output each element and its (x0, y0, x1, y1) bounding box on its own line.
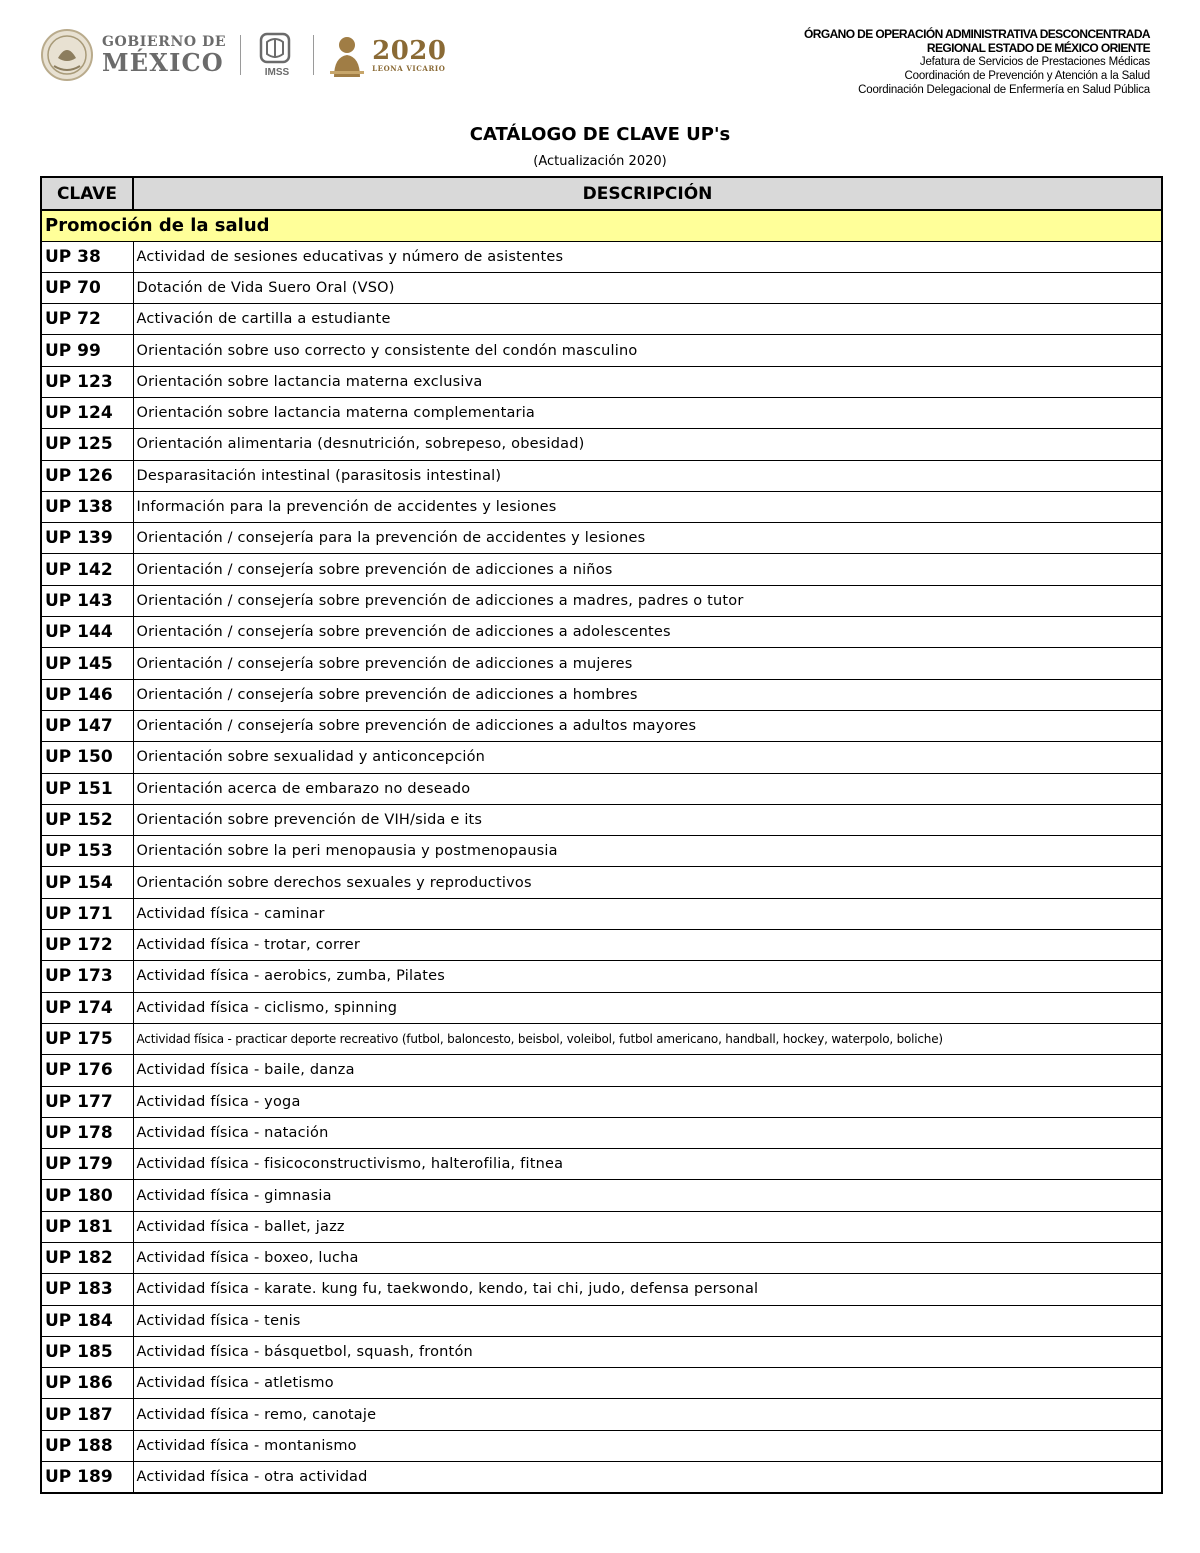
clave-cell: UP 139 (41, 523, 133, 554)
description-cell: Orientación / consejería para la prevención de accidentes y lesiones (133, 523, 1162, 554)
description-cell: Actividad física - remo, canotaje (133, 1399, 1162, 1430)
org-line-4: Coordinación de Prevención y Atención a la Salud (904, 70, 1150, 82)
description-cell: Actividad física - montanismo (133, 1430, 1162, 1461)
clave-cell: UP 72 (41, 304, 133, 335)
clave-cell: UP 152 (41, 804, 133, 835)
clave-cell: UP 171 (41, 898, 133, 929)
mexico-seal-icon (38, 28, 96, 82)
description-cell: Orientación sobre lactancia materna exclusiva (133, 366, 1162, 397)
description-cell: Actividad física - fisicoconstructivismo, halterofilia, fitnea (133, 1149, 1162, 1180)
clave-cell: UP 153 (41, 836, 133, 867)
description-cell: Orientación sobre uso correcto y consistente del condón masculino (133, 335, 1162, 366)
clave-cell: UP 188 (41, 1430, 133, 1461)
leona-label: LEONA VICARIO (372, 63, 446, 73)
description-cell: Actividad física - ciclismo, spinning (133, 992, 1162, 1023)
table-row (41, 1180, 1162, 1211)
table-row (41, 366, 1162, 397)
table-row (41, 1430, 1162, 1461)
description-cell: Actividad física - aerobics, zumba, Pilates (133, 961, 1162, 992)
clave-cell: UP 146 (41, 679, 133, 710)
gobierno-line2: MÉXICO (102, 47, 224, 77)
table-row (41, 1086, 1162, 1117)
clave-cell: UP 124 (41, 397, 133, 428)
clave-cell: UP 147 (41, 710, 133, 741)
clave-cell: UP 123 (41, 366, 133, 397)
clave-cell: UP 175 (41, 1023, 133, 1054)
table-row (41, 1305, 1162, 1336)
leona-vicario-portrait-icon (328, 33, 366, 77)
gobierno-wordmark (102, 35, 226, 76)
clave-cell: UP 142 (41, 554, 133, 585)
table-row (41, 429, 1162, 460)
description-cell: Actividad física - gimnasia (133, 1180, 1162, 1211)
description-cell: Actividad física - tenis (133, 1305, 1162, 1336)
table-row (41, 867, 1162, 898)
clave-cell: UP 138 (41, 491, 133, 522)
table-row (41, 804, 1162, 835)
clave-cell: UP 189 (41, 1462, 133, 1493)
header-logos (38, 28, 447, 82)
clave-cell: UP 150 (41, 742, 133, 773)
description-cell: Activación de cartilla a estudiante (133, 304, 1162, 335)
clave-cell: UP 176 (41, 1055, 133, 1086)
clave-cell: UP 181 (41, 1211, 133, 1242)
description-cell: Actividad física - yoga (133, 1086, 1162, 1117)
table-row (41, 930, 1162, 961)
clave-cell: UP 179 (41, 1149, 133, 1180)
table-header-row (41, 177, 1162, 210)
table-row (41, 898, 1162, 929)
clave-cell: UP 178 (41, 1117, 133, 1148)
organization-block (804, 27, 1150, 97)
table-row (41, 773, 1162, 804)
column-header-descripcion: DESCRIPCIÓN (133, 177, 1162, 210)
table-row (41, 397, 1162, 428)
description-cell: Orientación / consejería sobre prevención de adicciones a adolescentes (133, 617, 1162, 648)
clave-cell: UP 187 (41, 1399, 133, 1430)
clave-cell: UP 38 (41, 241, 133, 272)
clave-cell: UP 99 (41, 335, 133, 366)
description-cell: Orientación sobre derechos sexuales y reproductivos (133, 867, 1162, 898)
description-cell: Orientación alimentaria (desnutrición, sobrepeso, obesidad) (133, 429, 1162, 460)
imss-label: IMSS (264, 67, 290, 78)
description-cell: Orientación sobre lactancia materna complementaria (133, 397, 1162, 428)
table-row (41, 335, 1162, 366)
clave-cell: UP 125 (41, 429, 133, 460)
logo-divider (240, 35, 241, 75)
clave-cell: UP 182 (41, 1243, 133, 1274)
clave-cell: UP 70 (41, 272, 133, 303)
section-title: Promoción de la salud (41, 210, 1162, 241)
clave-cell: UP 172 (41, 930, 133, 961)
table-row (41, 491, 1162, 522)
table-row (41, 585, 1162, 616)
description-cell: Actividad de sesiones educativas y número de asistentes (133, 241, 1162, 272)
table-row (41, 272, 1162, 303)
clave-cell: UP 184 (41, 1305, 133, 1336)
clave-cell: UP 183 (41, 1274, 133, 1305)
page-title: CATÁLOGO DE CLAVE UP's (469, 124, 731, 145)
table-row (41, 961, 1162, 992)
description-cell: Actividad física - atletismo (133, 1368, 1162, 1399)
description-cell: Orientación / consejería sobre prevención de adicciones a hombres (133, 679, 1162, 710)
description-cell: Orientación / consejería sobre prevención de adicciones a niños (133, 554, 1162, 585)
table-row (41, 648, 1162, 679)
description-cell: Orientación / consejería sobre prevención de adicciones a mujeres (133, 648, 1162, 679)
description-cell: Orientación sobre la peri menopausia y postmenopausia (133, 836, 1162, 867)
leona-vicario-logo (328, 33, 446, 77)
section-row (41, 210, 1162, 241)
page-subtitle: (Actualización 2020) (533, 154, 667, 169)
clave-cell: UP 185 (41, 1336, 133, 1367)
imss-logo-icon (255, 32, 299, 78)
gobierno-line1: GOBIERNO DE (102, 33, 227, 50)
table-row (41, 460, 1162, 491)
description-cell: Información para la prevención de accidentes y lesiones (133, 491, 1162, 522)
table-row (41, 241, 1162, 272)
clave-cell: UP 126 (41, 460, 133, 491)
clave-cell: UP 154 (41, 867, 133, 898)
description-cell: Actividad física - otra actividad (133, 1462, 1162, 1493)
table-row (41, 742, 1162, 773)
description-cell: Actividad física - básquetbol, squash, frontón (133, 1336, 1162, 1367)
description-cell: Orientación acerca de embarazo no deseado (133, 773, 1162, 804)
table-row (41, 1211, 1162, 1242)
table-row (41, 1368, 1162, 1399)
year-label: 2020 (372, 35, 447, 66)
clave-cell: UP 174 (41, 992, 133, 1023)
description-cell: Orientación sobre prevención de VIH/sida e its (133, 804, 1162, 835)
clave-cell: UP 145 (41, 648, 133, 679)
table-row (41, 992, 1162, 1023)
description-cell: Actividad física - caminar (133, 898, 1162, 929)
description-cell: Actividad física - practicar deporte recreativo (futbol, baloncesto, beisbol, voleibol, futbol americano, handball, hockey, waterpolo, boliche) (133, 1023, 1162, 1054)
clave-cell: UP 151 (41, 773, 133, 804)
clave-cell: UP 180 (41, 1180, 133, 1211)
org-line-5: Coordinación Delegacional de Enfermería en Salud Pública (858, 84, 1150, 96)
catalog-table (40, 176, 1163, 1494)
description-cell: Actividad física - boxeo, lucha (133, 1243, 1162, 1274)
table-row (41, 1055, 1162, 1086)
table-row (41, 679, 1162, 710)
clave-cell: UP 177 (41, 1086, 133, 1117)
logo-divider-2 (313, 35, 314, 75)
table-row (41, 1336, 1162, 1367)
org-line-1: ÓRGANO DE OPERACIÓN ADMINISTRATIVA DESCONCENTRADA (804, 27, 1150, 41)
clave-cell: UP 173 (41, 961, 133, 992)
description-cell: Actividad física - trotar, correr (133, 930, 1162, 961)
org-line-2: REGIONAL ESTADO DE MÉXICO ORIENTE (926, 41, 1150, 55)
table-row (41, 617, 1162, 648)
table-row (41, 1399, 1162, 1430)
table-row (41, 304, 1162, 335)
description-cell: Dotación de Vida Suero Oral (VSO) (133, 272, 1162, 303)
description-cell: Actividad física - natación (133, 1117, 1162, 1148)
table-row (41, 836, 1162, 867)
description-cell: Actividad física - karate. kung fu, taekwondo, kendo, tai chi, judo, defensa personal (133, 1274, 1162, 1305)
table-row (41, 1117, 1162, 1148)
table-row (41, 710, 1162, 741)
description-cell: Orientación / consejería sobre prevención de adicciones a adultos mayores (133, 710, 1162, 741)
column-header-clave: CLAVE (41, 177, 133, 210)
clave-cell: UP 144 (41, 617, 133, 648)
description-cell: Orientación sobre sexualidad y anticoncepción (133, 742, 1162, 773)
table-row (41, 523, 1162, 554)
table-row (41, 1462, 1162, 1493)
table-row (41, 1023, 1162, 1054)
clave-cell: UP 186 (41, 1368, 133, 1399)
description-cell: Orientación / consejería sobre prevención de adicciones a madres, padres o tutor (133, 585, 1162, 616)
description-cell: Actividad física - baile, danza (133, 1055, 1162, 1086)
description-cell: Actividad física - ballet, jazz (133, 1211, 1162, 1242)
table-row (41, 554, 1162, 585)
table-row (41, 1243, 1162, 1274)
table-row (41, 1274, 1162, 1305)
description-cell: Desparasitación intestinal (parasitosis intestinal) (133, 460, 1162, 491)
org-line-3: Jefatura de Servicios de Prestaciones Médicas (919, 56, 1150, 68)
clave-cell: UP 143 (41, 585, 133, 616)
table-row (41, 1149, 1162, 1180)
